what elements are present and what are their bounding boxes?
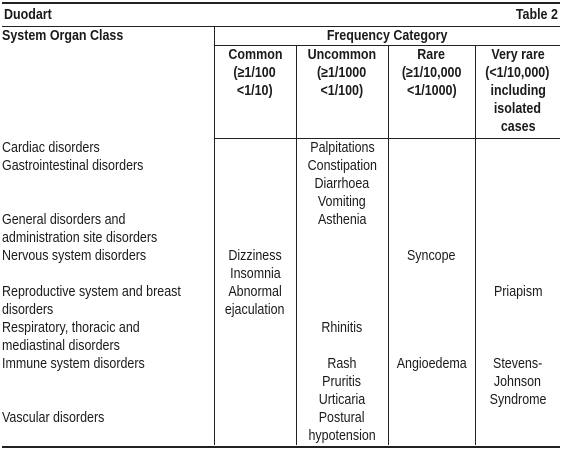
table-row <box>2 319 560 355</box>
uncommon-cell <box>296 211 388 247</box>
organ-class-text: Gastrointestinal disorders <box>2 158 144 174</box>
adverse-event-text: Urticaria <box>318 392 366 408</box>
soc-cell <box>2 319 214 355</box>
table-row <box>2 157 560 211</box>
very-rare-cell <box>475 319 560 355</box>
rare-cell <box>388 157 475 211</box>
table-row <box>2 355 560 409</box>
rare-cell <box>388 247 475 283</box>
common-cell <box>214 409 296 445</box>
soc-cell <box>2 247 214 283</box>
adverse-event-text: Diarrhoea <box>314 176 370 192</box>
uncommon-cell <box>296 355 388 409</box>
organ-class-text: Reproductive system and breast <box>2 284 181 300</box>
adverse-event-text: Stevens- <box>493 356 543 372</box>
common-cell <box>214 247 296 283</box>
uncommon-cell <box>296 247 388 283</box>
organ-class-text: Nervous system disorders <box>2 248 147 264</box>
adverse-event-text: Syncope <box>407 248 456 264</box>
adverse-event-text: Abnormal <box>228 284 282 300</box>
header-very-rare: Very rare (<1/10,000) including isolated cases <box>475 46 560 139</box>
organ-class-text: Respiratory, thoracic and <box>2 320 140 336</box>
adverse-event-text: Johnson <box>494 374 542 390</box>
very-rare-cell <box>475 157 560 211</box>
table-row <box>2 211 560 247</box>
rare-cell <box>388 283 475 319</box>
table-row <box>2 283 560 319</box>
adverse-event-text: Angioedema <box>396 356 467 372</box>
soc-cell <box>2 139 214 158</box>
soc-cell <box>2 355 214 409</box>
table-row <box>2 247 560 283</box>
organ-class-text: Vascular disorders <box>2 410 105 426</box>
uncommon-cell <box>296 283 388 319</box>
adverse-event-text: Insomnia <box>229 266 281 282</box>
soc-cell <box>2 409 214 445</box>
title-bar <box>2 5 560 26</box>
organ-class-text: General disorders and <box>2 212 126 228</box>
very-rare-cell <box>475 211 560 247</box>
header-frequency-category: Frequency Category <box>214 27 560 46</box>
top-rule <box>2 2 560 4</box>
soc-cell <box>2 211 214 247</box>
soc-cell <box>2 283 214 319</box>
adverse-event-text: Syndrome <box>489 392 547 408</box>
very-rare-cell <box>475 247 560 283</box>
organ-class-text: Cardiac disorders <box>2 139 100 156</box>
adverse-event-text: Priapism <box>493 284 543 300</box>
table-row <box>2 139 560 158</box>
very-rare-cell <box>475 139 560 158</box>
common-cell <box>214 355 296 409</box>
soc-cell <box>2 157 214 211</box>
adverse-event-text: ejaculation <box>225 302 285 318</box>
adverse-event-text: Rash <box>327 356 357 372</box>
adverse-event-text: Postural <box>319 410 365 426</box>
rare-cell <box>388 139 475 158</box>
header-rare: Rare (≥1/10,000 <1/1000) <box>388 46 475 139</box>
very-rare-cell <box>475 355 560 409</box>
adverse-event-text: Asthenia <box>317 212 367 228</box>
header-uncommon: Uncommon (≥1/1000 <1/100) <box>296 46 388 139</box>
adverse-event-text: Pruritis <box>322 374 362 390</box>
adverse-event-text: hypotension <box>308 428 376 444</box>
header-system-organ-class: System Organ Class <box>2 27 214 139</box>
product-name: Duodart <box>4 7 52 23</box>
adverse-event-text: Vomiting <box>318 194 366 210</box>
document-page <box>2 2 560 448</box>
organ-class-text: mediastinal disorders <box>2 338 120 354</box>
adverse-event-text: Constipation <box>307 158 377 174</box>
common-cell <box>214 139 296 158</box>
header-common: Common (≥1/100 <1/10) <box>214 46 296 139</box>
organ-class-text: disorders <box>2 302 54 318</box>
frequency-table <box>2 27 560 445</box>
common-cell <box>214 157 296 211</box>
common-cell <box>214 283 296 319</box>
table-label: Table 2 <box>515 7 558 23</box>
rare-cell <box>388 409 475 445</box>
uncommon-cell <box>296 319 388 355</box>
very-rare-cell <box>475 283 560 319</box>
table-body <box>2 139 560 446</box>
organ-class-text: Immune system disorders <box>2 356 145 372</box>
adverse-event-text: Dizziness <box>228 248 282 264</box>
common-cell <box>214 319 296 355</box>
uncommon-cell <box>296 409 388 445</box>
very-rare-cell <box>475 409 560 445</box>
rare-cell <box>388 355 475 409</box>
uncommon-cell <box>296 157 388 211</box>
common-cell <box>214 211 296 247</box>
rare-cell <box>388 319 475 355</box>
rare-cell <box>388 211 475 247</box>
bottom-rule <box>2 446 560 448</box>
adverse-event-text: Palpitations <box>309 140 375 156</box>
uncommon-cell <box>296 139 388 158</box>
adverse-event-text: Rhinitis <box>321 320 363 336</box>
table-row <box>2 409 560 445</box>
organ-class-text: administration site disorders <box>2 230 158 246</box>
